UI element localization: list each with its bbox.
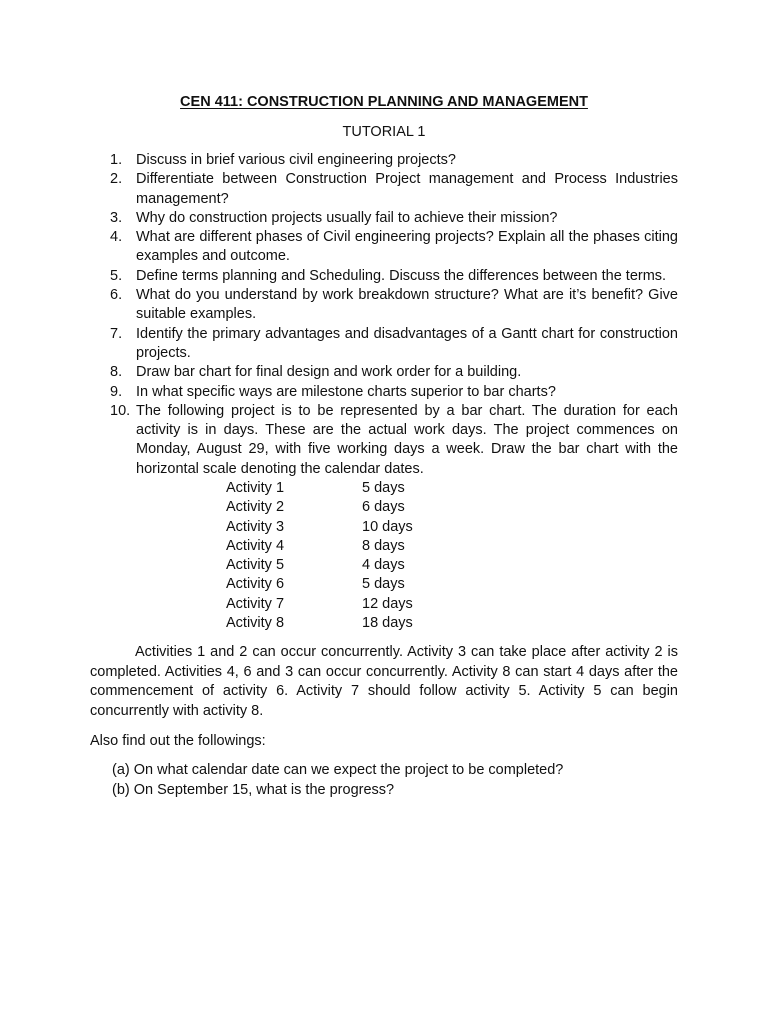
activity-name: Activity 5 (226, 557, 285, 574)
question-item (90, 383, 678, 402)
question-text: Why do construction projects usually fail to achieve their mission? (136, 209, 558, 226)
activity-name: Activity 1 (226, 480, 285, 496)
question-number: 2. (110, 171, 123, 188)
question-text: Define terms planning and Scheduling. Discuss the differences between the terms. (136, 267, 667, 284)
activity-name: Activity 4 (226, 537, 285, 554)
document-title: CEN 411: CONSTRUCTION PLANNING AND MANAGEMENT (180, 94, 588, 110)
activity-duration: 8 days (362, 537, 405, 554)
dependencies-paragraph: Activities 1 and 2 can occur concurrently. Activity 3 can take place after activity 2 is completed. Activities 4, 6 and 3 can occur concurrently. Activity 8 can start 4 days after the commencement of activity 6. Activity 7 should follow activity 5. Activity 5 can begin concurrently with activity 8. (90, 644, 678, 719)
question-number: 8. (110, 364, 123, 381)
activity-name: Activity 7 (226, 595, 285, 612)
activity-row (226, 614, 482, 633)
document-subtitle: TUTORIAL 1 (342, 124, 426, 140)
question-text: The following project is to be represented by a bar chart. The duration for each activity is in days. These are the actual work days. The project commences on Monday, August 29, with five working days a week. Draw the bar chart with the horizontal scale denoting the calendar dates. (136, 402, 678, 477)
activity-name: Activity 6 (226, 576, 285, 593)
question-item (90, 402, 678, 479)
question-number: 9. (110, 383, 123, 400)
question-item (90, 267, 678, 286)
question-number: 6. (110, 287, 123, 304)
activity-row (226, 518, 482, 537)
question-number: 7. (110, 325, 123, 342)
question-number: 10. (110, 402, 131, 419)
question-text: Discuss in brief various civil engineering projects? (136, 152, 456, 168)
activity-duration: 5 days (362, 480, 405, 496)
question-list (90, 151, 678, 479)
question-text: Differentiate between Construction Project management and Process Industries management? (136, 171, 678, 207)
question-item (90, 170, 678, 209)
activity-duration: 6 days (362, 499, 405, 516)
question-text: Identify the primary advantages and disadvantages of a Gantt chart for construction projects. (136, 325, 678, 361)
question-item (90, 286, 678, 325)
activity-name: Activity 8 (226, 615, 285, 632)
activity-row (226, 595, 482, 614)
question-item (90, 228, 678, 267)
activity-row (226, 537, 482, 556)
activity-duration: 12 days (362, 595, 413, 612)
activity-row (226, 556, 482, 575)
question-number: 1. (110, 152, 123, 168)
question-number: 5. (110, 267, 123, 284)
question-item (90, 325, 678, 364)
also-find-heading: Also find out the followings: (90, 733, 266, 749)
sub-question-item: (b) On September 15, what is the progress? (112, 781, 395, 798)
sub-question-list (112, 761, 563, 800)
question-text: What do you understand by work breakdown structure? What are it’s benefit? Give suitable examples. (136, 287, 678, 323)
sub-question-item: (a) On what calendar date can we expect the project to be completed? (112, 762, 564, 778)
activity-duration: 4 days (362, 557, 405, 574)
question-item (90, 363, 678, 382)
question-text: In what specific ways are milestone charts superior to bar charts? (136, 383, 556, 400)
activity-row (226, 479, 482, 498)
question-number: 4. (110, 229, 123, 246)
question-item (90, 209, 678, 228)
question-number: 3. (110, 209, 123, 226)
question-text: Draw bar chart for final design and work order for a building. (136, 364, 522, 381)
question-text: What are different phases of Civil engineering projects? Explain all the phases citing examples and outcome. (136, 229, 678, 265)
activity-row (226, 575, 482, 594)
activity-duration: 18 days (362, 615, 413, 632)
activity-name: Activity 2 (226, 499, 285, 516)
activity-table (226, 479, 482, 633)
activity-name: Activity 3 (226, 518, 285, 535)
activity-row (226, 498, 482, 517)
activity-duration: 5 days (362, 576, 405, 593)
activity-duration: 10 days (362, 518, 413, 535)
question-item (90, 151, 678, 170)
